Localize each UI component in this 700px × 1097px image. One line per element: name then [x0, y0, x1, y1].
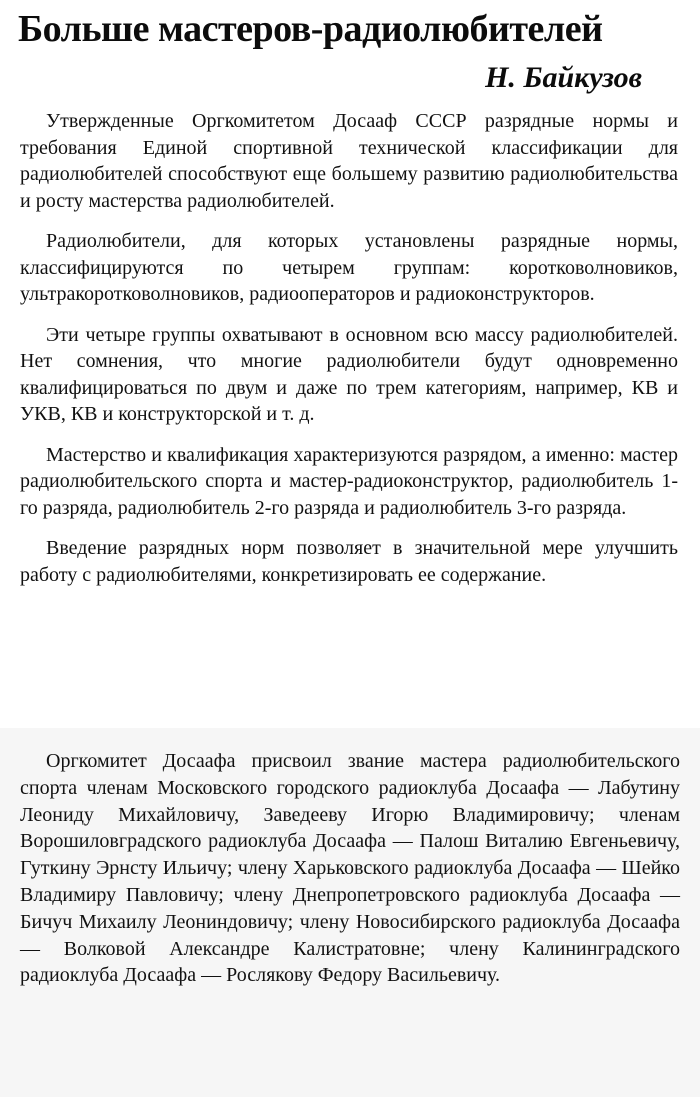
article-paragraph-3: Эти четыре группы охватывают в основном всю массу радиолюбителей. Нет сомнения, что многие радиолюбители будут одновременно квалифицироваться по двум и даже по трем категориям, например, КВ и УКВ, КВ и конструкторской и т. д. [20, 323, 678, 425]
article-body [20, 108, 678, 602]
article-title: Больше мастеров-радиолюбителей [18, 8, 603, 50]
award-notice [0, 728, 700, 1097]
article-paragraph-4: Мастерство и квалификация характеризуются разрядом, а именно: мастер радиолюбительского спорта и мастер-радиоконструктор, радиолюбитель 1-го разряда, радиолюбитель 2-го разряда и радиолюбитель 3-го разряда. [20, 443, 678, 519]
article-author: Н. Байкузов [485, 61, 642, 94]
award-notice-text: Оргкомитет Досаафа присвоил звание мастера радиолюбительского спорта членам Московского городского радиоклуба Досаафа — Лабутину Леониду Михайловичу, Заведееву Игорю Владимировичу; членам Ворошиловградского радиоклуба Досаафа — Палош Виталию Евгеньевичу, Гуткину Эрнсту Ильичу; члену Харьковского радиоклуба Досаафа — Шейко Владимиру Павловичу; члену Днепропетровского радиоклуба Досаафа — Бичуч Михаилу Леониндовичу; члену Новосибирского радиоклуба Досаафа — Волковой Александре Калистратовне; члену Калининградского радиоклуба Досаафа — Рослякову Федору Васильевичу. [20, 750, 680, 987]
article-paragraph-2: Радиолюбители, для которых установлены разрядные нормы, классифицируются по четырем группам: коротковолновиков, ультракоротковолновиков, радиооператоров и радиоконструкторов. [20, 230, 678, 305]
article-paragraph-1: Утвержденные Оргкомитетом Досааф СССР разрядные нормы и требования Единой спортивной технической классификации для радиолюбителей способствуют еще большему развитию радиолюбительства и росту мастерства радиолюбителей. [20, 110, 678, 212]
article-paragraph-5: Введение разрядных норм позволяет в значительной мере улучшить работу с радиолюбителями, конкретизировать ее содержание. [20, 537, 678, 586]
